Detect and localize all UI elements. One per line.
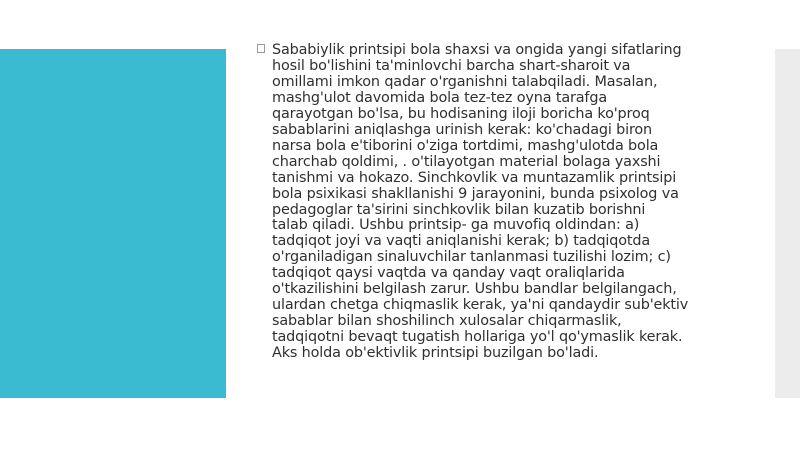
paragraph-line: sabablarini aniqlashga urinish kerak: ko'chadagi biron — [272, 121, 653, 138]
paragraph-line: omillami imkon qadar o'rganishni talabqiladi. Masalan, — [272, 73, 658, 90]
paragraph-line: tadqiqotni bevaqt tugatish hollariga yo'l qo'ymaslik kerak. — [272, 329, 683, 346]
paragraph-line: narsa bola e'tiborini o'ziga tortdimi, mashg'ulotda bola — [272, 137, 659, 154]
accent-block — [0, 49, 226, 398]
paragraph-line: talab qiladi. Ushbu printsip- ga muvofiq oldindan: a) — [272, 217, 640, 234]
paragraph-line: tanishmi va hokazo. Sinchkovlik va muntazamlik printsipi — [272, 169, 677, 186]
body-paragraph — [272, 43, 734, 362]
paragraph-line: bola psixikasi shakllanishi 9 jarayonini, bunda psixolog va — [272, 185, 679, 202]
paragraph-line: sabablar bilan shoshilinch xulosalar chiqarmaslik, — [272, 313, 622, 330]
paragraph-line: mashg'ulot davomida bola tez-tez oyna tarafga — [272, 89, 607, 106]
paragraph-line: Sababiylik printsipi bola shaxsi va ongida yangi sifatlaring — [272, 42, 682, 58]
paragraph-line: o'tkazilishini belgilash zarur. Ushbu bandlar belgilangach, — [272, 281, 677, 298]
paragraph-line: tadqiqot joyi va vaqti aniqlanishi kerak; b) tadqiqotda — [272, 233, 651, 250]
paragraph-line: qarayotgan bo'lsa, bu hodisaning iloji boricha ko'proq — [272, 105, 650, 122]
square-bullet-icon — [257, 43, 265, 58]
paragraph-line: o'rganiladigan sinaluvchilar tanlanmasi tuzilishi lozim; c) — [272, 249, 671, 266]
paragraph-line: hosil bo'lishini ta'minlovchi barcha shart-sharoit va — [272, 57, 631, 74]
paragraph-line: ulardan chetga chiqmaslik kerak, ya'ni qandaydir sub'ektiv — [272, 297, 689, 314]
paragraph-line: tadqiqot qaysi vaqtda va qanday vaqt oraliqlarida — [272, 265, 625, 282]
paragraph-line: charchab qoldimi, . o'tilayotgan material bolaga yaxshi — [272, 153, 661, 170]
right-edge-panel — [775, 49, 800, 398]
paragraph-line: Aks holda ob'ektivlik printsipi buzilgan bo'ladi. — [272, 345, 599, 362]
paragraph-line: pedagoglar ta'sirini sinchkovlik bilan kuzatib borishni — [272, 201, 646, 218]
